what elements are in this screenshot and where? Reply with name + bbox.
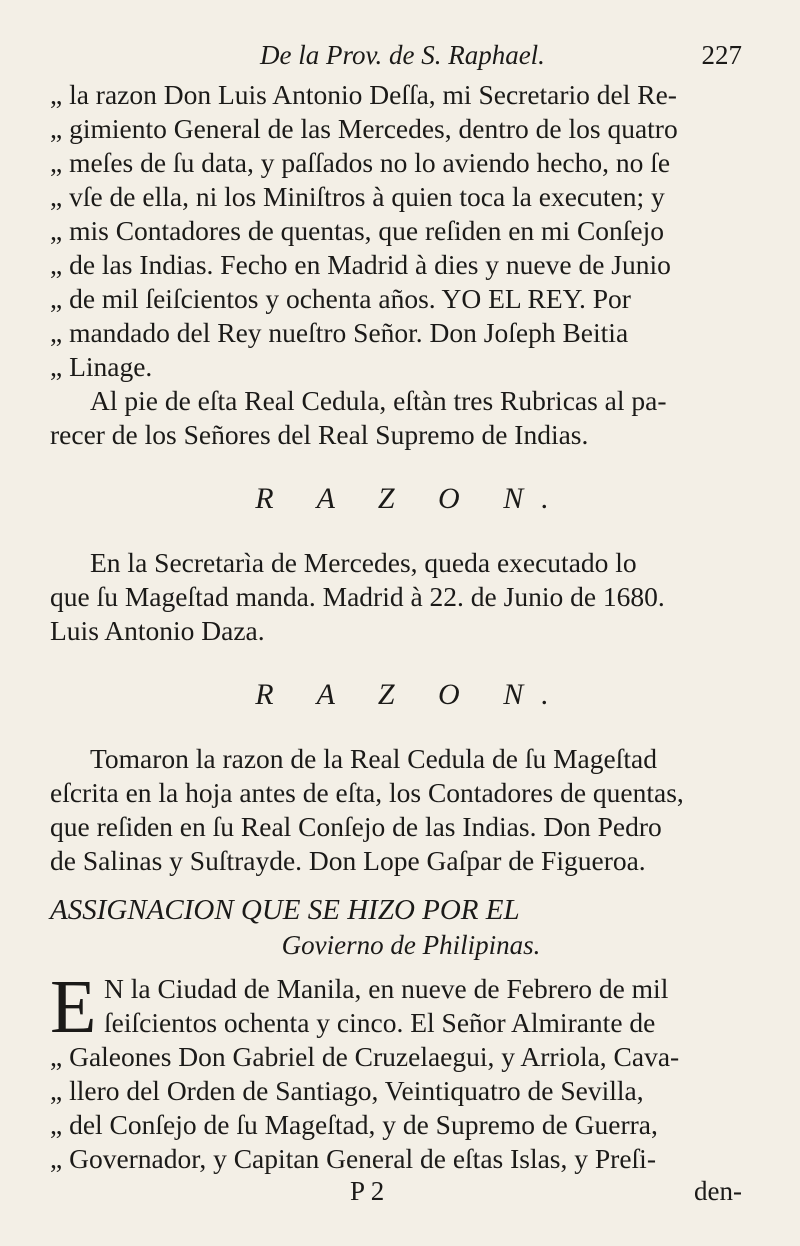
section-subheading: Govierno de Philipinas.: [281, 930, 541, 960]
contadores-note: [50, 742, 772, 878]
text-line: „ meſes de ſu data, y paſſados no lo aviendo hecho, no ſe: [50, 147, 671, 178]
text-line: „ la razon Don Luis Antonio Deſſa, mi Secretario del Re-: [50, 79, 677, 110]
razon-heading: R A Z O N.: [255, 678, 567, 711]
text-line: „ mandado del Rey nueſtro Señor. Don Joſeph Beitia: [50, 317, 629, 348]
text-line: „ del Conſejo de ſu Mageſtad, y de Supremo de Guerra,: [50, 1109, 658, 1140]
text-line: „ de las Indias. Fecho en Madrid à dies y nueve de Junio: [50, 249, 671, 280]
text-line: eſcrita en la hoja antes de eſta, los Contadores de quentas,: [50, 777, 684, 808]
text-line: de Salinas y Suſtrayde. Don Lope Gaſpar de Figueroa.: [50, 845, 646, 876]
decree-closing-text: [50, 78, 772, 384]
catchword: den-: [694, 1176, 742, 1206]
text-line: „ de mil ſeiſcientos y ochenta años. YO EL REY. Por: [50, 283, 631, 314]
text-line: „ Linage.: [50, 351, 153, 382]
text-line: „ Governador, y Capitan General de eſtas Islas, y Preſi-: [50, 1143, 656, 1174]
section-heading: ASSIGNACION QUE SE HIZO POR EL: [50, 894, 520, 926]
assignacion-text: [50, 965, 772, 1176]
text-line: „ Galeones Don Gabriel de Cruzelaegui, y Arriola, Cava-: [50, 1041, 680, 1072]
text-line: „ vſe de ella, ni los Miniſtros à quien toca la executen; y: [50, 181, 665, 212]
text-line: „ mis Contadores de quentas, que reſiden en mi Conſejo: [50, 215, 665, 246]
text-line: En la Secretarìa de Mercedes, queda executado lo: [90, 547, 637, 578]
text-line: que reſiden en ſu Real Conſejo de las Indias. Don Pedro: [50, 811, 662, 842]
text-line: recer de los Señores del Real Supremo de Indias.: [50, 419, 589, 450]
razon-heading: R A Z O N.: [255, 482, 567, 515]
rubrics-note: [50, 384, 772, 452]
text-line: Al pie de eſta Real Cedula, eſtàn tres Rubricas al pa-: [90, 385, 667, 416]
text-line: „ gimiento General de las Mercedes, dentro de los quatro: [50, 113, 678, 144]
text-line: „ llero del Orden de Santiago, Veintiquatro de Sevilla,: [50, 1075, 644, 1106]
text-line: que ſu Mageſtad manda. Madrid à 22. de Junio de 1680.: [50, 581, 665, 612]
signature-mark: P 2: [350, 1176, 385, 1206]
page-number: 227: [701, 40, 742, 70]
text-line: Luis Antonio Daza.: [50, 615, 265, 646]
page-header: [50, 38, 772, 78]
drop-cap: E: [50, 965, 97, 1049]
text-line: ſeiſcientos ochenta y cinco. El Señor Almirante de: [104, 1007, 656, 1038]
text-line: Tomaron la razon de la Real Cedula de ſu Mageſtad: [90, 743, 657, 774]
text-line-content: N la Ciudad de Manila, en nueve de Febrero de mil: [104, 973, 669, 1004]
secretaria-note: [50, 546, 772, 648]
page-footer: [50, 1176, 772, 1210]
running-head: De la Prov. de S. Raphael.: [260, 40, 545, 70]
